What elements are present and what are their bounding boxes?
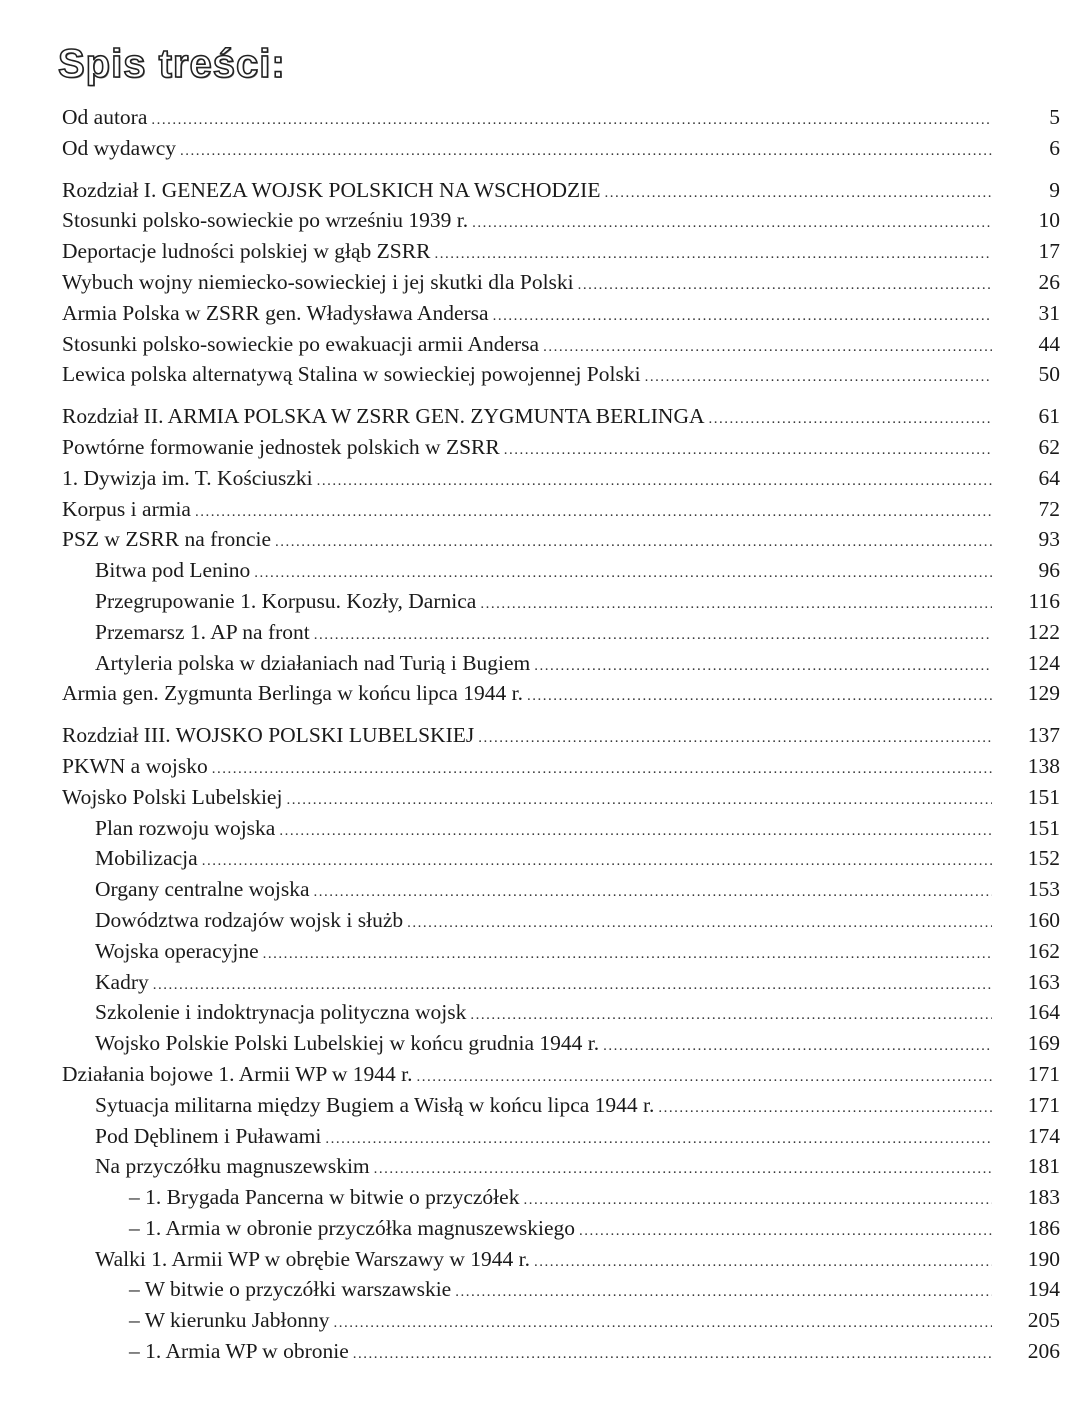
- toc-entry-title: – W bitwie o przyczółki warszawskie: [129, 1277, 452, 1302]
- toc-entry-page-number: 171: [1027, 1061, 1060, 1086]
- toc-entry-page-number: 64: [1038, 465, 1060, 490]
- dot-leader: [455, 1277, 992, 1308]
- toc-entry-page-number: 163: [1027, 969, 1060, 994]
- dot-leader: [254, 558, 992, 589]
- toc-entry-title: Mobilizacja: [95, 846, 198, 871]
- dot-leader: [263, 939, 992, 970]
- toc-entry-title: Od wydawcy: [62, 135, 177, 160]
- toc-entry-title: Armia gen. Zygmunta Berlinga w końcu lipca 1944 r.: [62, 681, 523, 706]
- toc-entry: [0, 967, 1082, 998]
- toc-entry-page-number: 160: [1027, 907, 1060, 932]
- dot-leader: [317, 466, 992, 497]
- toc-entry: [0, 205, 1082, 236]
- toc-entry-title: PKWN a wojsko: [62, 753, 208, 778]
- dot-leader: [180, 136, 992, 167]
- toc-entry-title: Wojsko Polski Lubelskiej: [62, 784, 283, 809]
- dot-leader: [527, 681, 992, 712]
- dot-leader: [151, 105, 992, 136]
- toc-entry-page-number: 174: [1027, 1123, 1060, 1148]
- toc-entry-page-number: 169: [1027, 1031, 1060, 1056]
- toc-entry: [0, 463, 1082, 494]
- toc-entry: [0, 175, 1082, 206]
- dot-leader: [314, 620, 992, 651]
- toc-entry-title: Stosunki polsko-sowieckie po ewakuacji armii Andersa: [62, 331, 540, 356]
- toc-entry: [0, 1336, 1082, 1367]
- dot-leader: [709, 404, 993, 435]
- dot-leader: [604, 178, 992, 209]
- toc-entry-page-number: 5: [1049, 105, 1060, 129]
- toc-entry-page-number: 116: [1028, 588, 1060, 613]
- dot-leader: [472, 208, 992, 239]
- toc-entry-page-number: 153: [1027, 877, 1060, 902]
- dot-leader: [504, 435, 992, 466]
- toc-entry-title: Szkolenie i indoktrynacja polityczna wojsk: [95, 1000, 467, 1025]
- toc-entry-page-number: 44: [1038, 331, 1060, 356]
- toc-entry: [0, 236, 1082, 267]
- toc-entry-title: Przegrupowanie 1. Korpusu. Kozły, Darnica: [95, 588, 477, 613]
- toc-entry: [0, 432, 1082, 463]
- toc-entry-title: Sytuacja militarna między Bugiem a Wisłą w końcu lipca 1944 r.: [95, 1092, 655, 1117]
- toc-entry-page-number: 17: [1038, 239, 1060, 264]
- toc-entry-page-number: 183: [1027, 1185, 1060, 1210]
- toc-entry-page-number: 122: [1027, 619, 1060, 644]
- dot-leader: [374, 1154, 992, 1185]
- dot-leader: [523, 1185, 992, 1216]
- toc-entry: [0, 905, 1082, 936]
- toc-entry-title: Rozdział II. ARMIA POLSKA W ZSRR GEN. ZYGMUNTA BERLINGA: [62, 404, 705, 429]
- toc-entry: [0, 1182, 1082, 1213]
- toc-entry-page-number: 206: [1027, 1339, 1060, 1364]
- dot-leader: [493, 301, 992, 332]
- toc-entry-page-number: 72: [1038, 496, 1060, 521]
- toc-entry-title: Działania bojowe 1. Armii WP w 1944 r.: [62, 1061, 413, 1086]
- dot-leader: [333, 1308, 992, 1339]
- toc-entry: [0, 524, 1082, 555]
- toc-entry-page-number: 151: [1027, 784, 1060, 809]
- toc-entry-page-number: 6: [1049, 135, 1060, 160]
- toc-entry-page-number: 152: [1027, 846, 1060, 871]
- toc-entry-title: – 1. Brygada Pancerna w bitwie o przyczółek: [129, 1185, 520, 1210]
- toc-entry-page-number: 194: [1027, 1277, 1060, 1302]
- toc-section: [0, 102, 1082, 164]
- toc-entry-page-number: 186: [1027, 1215, 1060, 1240]
- toc-entry-title: Rozdział I. GENEZA WOJSK POLSKICH NA WSCHODZIE: [62, 177, 601, 202]
- dot-leader: [645, 362, 992, 393]
- toc-entry: [0, 936, 1082, 967]
- dot-leader: [478, 723, 992, 754]
- toc-entry: [0, 298, 1082, 329]
- toc-entry-title: Armia Polska w ZSRR gen. Władysława Andersa: [62, 300, 489, 325]
- toc-section: [0, 175, 1082, 391]
- toc-entry: [0, 997, 1082, 1028]
- toc-entry: [0, 782, 1082, 813]
- dot-leader: [407, 908, 992, 939]
- toc-entry-page-number: 61: [1038, 404, 1060, 429]
- toc-entry-title: Pod Dęblinem i Puławami: [95, 1123, 322, 1148]
- toc-entry-title: Wybuch wojny niemiecko-sowieckiej i jej skutki dla Polski: [62, 269, 574, 294]
- dot-leader: [417, 1062, 992, 1093]
- toc-entry-title: Rozdział III. WOJSKO POLSKI LUBELSKIEJ: [62, 723, 475, 748]
- toc-entry-title: Powtórne formowanie jednostek polskich w ZSRR: [62, 434, 500, 459]
- toc-entry: [0, 1028, 1082, 1059]
- dot-leader: [286, 785, 992, 816]
- toc-entry: [0, 1213, 1082, 1244]
- toc-entry-title: Wojska operacyjne: [95, 938, 259, 963]
- toc-entry: [0, 494, 1082, 525]
- toc-entry-title: – W kierunku Jabłonny: [129, 1308, 330, 1333]
- dot-leader: [534, 1247, 992, 1278]
- toc-entry-page-number: 96: [1038, 558, 1060, 583]
- dot-leader: [480, 589, 992, 620]
- toc-entry: [0, 874, 1082, 905]
- toc-entry-page-number: 31: [1038, 300, 1060, 325]
- toc-entry: [0, 555, 1082, 586]
- dot-leader: [153, 970, 992, 1001]
- toc-entry-title: Walki 1. Armii WP w obrębie Warszawy w 1944 r.: [95, 1246, 531, 1271]
- toc-entry: [0, 329, 1082, 360]
- toc-entry-title: 1. Dywizja im. T. Kościuszki: [62, 465, 313, 490]
- toc-entry-title: Plan rozwoju wojska: [95, 815, 276, 840]
- toc-entry-title: Lewica polska alternatywą Stalina w sowieckiej powojennej Polski: [62, 362, 641, 387]
- toc-entry-title: Przemarsz 1. AP na front: [95, 619, 310, 644]
- toc-entry-page-number: 151: [1027, 815, 1060, 840]
- table-of-contents: [0, 102, 1082, 1378]
- toc-entry: [0, 720, 1082, 751]
- toc-entry: [0, 1090, 1082, 1121]
- dot-leader: [470, 1000, 992, 1031]
- toc-entry-page-number: 137: [1027, 723, 1060, 748]
- toc-entry-page-number: 138: [1027, 753, 1060, 778]
- page-title: Spis treści:: [58, 42, 286, 86]
- dot-leader: [434, 239, 992, 270]
- toc-entry: [0, 102, 1082, 133]
- toc-entry-page-number: 190: [1027, 1246, 1060, 1271]
- toc-entry-page-number: 171: [1027, 1092, 1060, 1117]
- toc-entry: [0, 843, 1082, 874]
- toc-entry-page-number: 205: [1027, 1308, 1060, 1333]
- toc-entry: [0, 617, 1082, 648]
- dot-leader: [212, 754, 992, 785]
- dot-leader: [325, 1124, 992, 1155]
- toc-entry: [0, 1305, 1082, 1336]
- toc-entry-page-number: 62: [1038, 434, 1060, 459]
- toc-entry-title: PSZ w ZSRR na froncie: [62, 527, 272, 552]
- toc-entry-title: Artyleria polska w działaniach nad Turią i Bugiem: [95, 650, 531, 675]
- toc-entry: [0, 133, 1082, 164]
- toc-entry-page-number: 181: [1027, 1154, 1060, 1179]
- toc-entry-title: – 1. Armia WP w obronie: [129, 1339, 349, 1364]
- dot-leader: [195, 497, 992, 528]
- toc-entry: [0, 813, 1082, 844]
- dot-leader: [543, 332, 992, 363]
- toc-entry: [0, 1121, 1082, 1152]
- toc-entry: [0, 401, 1082, 432]
- dot-leader: [279, 816, 992, 847]
- dot-leader: [658, 1093, 992, 1124]
- toc-entry-title: Kadry: [95, 969, 149, 994]
- toc-entry: [0, 751, 1082, 782]
- toc-entry: [0, 267, 1082, 298]
- toc-entry-title: Deportacje ludności polskiej w głąb ZSRR: [62, 239, 431, 264]
- dot-leader: [534, 651, 992, 682]
- toc-entry: [0, 359, 1082, 390]
- toc-section: [0, 720, 1082, 1367]
- toc-entry-page-number: 9: [1049, 177, 1060, 202]
- toc-entry-page-number: 10: [1038, 208, 1060, 233]
- toc-entry: [0, 1244, 1082, 1275]
- toc-section: [0, 401, 1082, 709]
- toc-entry-title: Stosunki polsko-sowieckie po wrześniu 1939 r.: [62, 208, 469, 233]
- toc-entry: [0, 678, 1082, 709]
- dot-leader: [275, 527, 992, 558]
- toc-entry-title: Od autora: [62, 105, 148, 129]
- toc-entry: [0, 1274, 1082, 1305]
- toc-entry-title: Dowództwa rodzajów wojsk i służb: [95, 907, 404, 932]
- toc-entry: [0, 648, 1082, 679]
- dot-leader: [578, 270, 992, 301]
- toc-entry-page-number: 93: [1038, 527, 1060, 552]
- toc-entry-title: Organy centralne wojska: [95, 877, 310, 902]
- dot-leader: [579, 1216, 992, 1247]
- toc-entry-page-number: 26: [1038, 269, 1060, 294]
- toc-entry: [0, 1059, 1082, 1090]
- toc-entry-page-number: 50: [1038, 362, 1060, 387]
- toc-entry-title: Wojsko Polskie Polski Lubelskiej w końcu grudnia 1944 r.: [95, 1031, 600, 1056]
- toc-entry-title: – 1. Armia w obronie przyczółka magnuszewskiego: [129, 1215, 575, 1240]
- toc-entry: [0, 586, 1082, 617]
- toc-entry-title: Na przyczółku magnuszewskim: [95, 1154, 370, 1179]
- toc-entry: [0, 1151, 1082, 1182]
- dot-leader: [202, 846, 992, 877]
- toc-entry-page-number: 162: [1027, 938, 1060, 963]
- toc-entry-page-number: 164: [1027, 1000, 1060, 1025]
- toc-entry-page-number: 129: [1027, 681, 1060, 706]
- toc-entry-page-number: 124: [1027, 650, 1060, 675]
- dot-leader: [353, 1339, 992, 1370]
- dot-leader: [603, 1031, 992, 1062]
- toc-entry-title: Bitwa pod Lenino: [95, 558, 251, 583]
- toc-entry-title: Korpus i armia: [62, 496, 191, 521]
- dot-leader: [314, 877, 992, 908]
